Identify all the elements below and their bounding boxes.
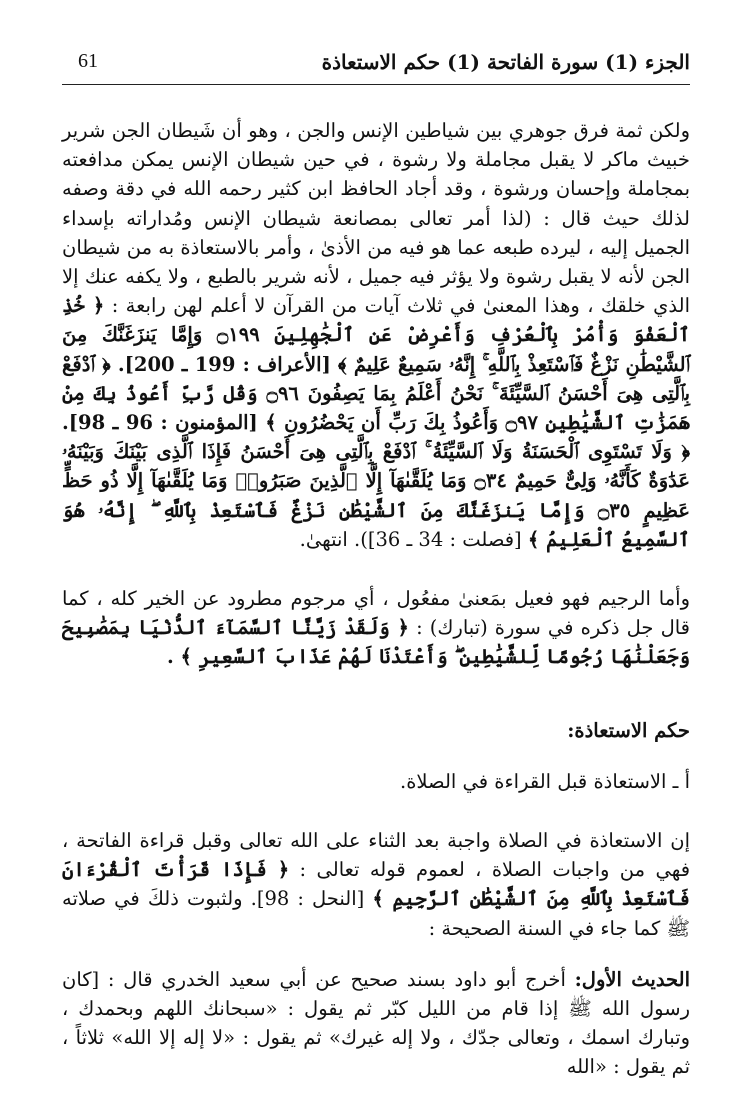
section-heading: حكم الاستعاذة: xyxy=(567,718,690,742)
paragraph-rajim-meaning xyxy=(62,584,690,672)
paragraph-text: ولكن ثمة فرق جوهري بين شياطين الإنس والجن ، وهو أن شَيطان الجن شرير خبيث ماكر لا يقبل مجاملة ولا رشوة ، في حين شيطان الإنس يمكن مدافعته بمجاملة وإحسان ورشوة ، وقد أجاد الحافظ ابن كثير رحمه الله في دقة وصفه لذلك حيث قال : (لذا أمر تعالى بمصانعة شيطان الإنس ومُداراته بإسداء الجميل إليه ، ليرده طبعه عما هو فيه من الأذىٰ ، وأمر بالاستعاذة به من شيطان الجن لأنه لا يقبل رشوة ولا يؤثر فيه جميل ، لأنه شرير بالطبع ، ولا يكفه عنك إلا الذي خلقك ، وهذا المعنىٰ في ثلاث آيات من القرآن لا أعلم لهن رابعة : xyxy=(62,119,690,318)
hadith-label: الحديث الأول: xyxy=(574,967,690,991)
page-number: 61 xyxy=(78,50,98,72)
paragraph-demons-difference xyxy=(62,116,690,554)
paragraph-first-hadith xyxy=(62,965,690,1082)
verse-citation: [النحل : 98]. ولثبوت ذلكَ في صلاته ﷺ كما جاء في السنة الصحيحة : xyxy=(62,887,690,940)
subsection-heading: أ ـ الاستعاذة قبل القراءة في الصلاة. xyxy=(400,769,690,793)
paragraph-text: وأما الرجيم فهو فعيل بمَعنىٰ مفعُول ، أي مرجوم مطرود عن الخير كله ، كما قال جل ذكره في سورة (تبارك) : xyxy=(62,587,690,640)
running-header-title: الجزء (1) سورة الفاتحة (1) حكم الاستعاذة xyxy=(321,50,690,74)
paragraph-text: إن الاستعاذة في الصلاة واجبة بعد الثناء على الله تعالى وقبل قراءة الفاتحة ، فهي من واجبات الصلاة ، لعموم قوله تعالى : xyxy=(62,829,691,882)
quran-verse-quote: ﴿ فَإِذَا قَرَأْتَ ٱلْقُرْءَانَ فَٱسْتَعِذْ بِٱللَّهِ مِنَ ٱلشَّيْطَٰنِ ٱلرَّجِيمِ ﴾ xyxy=(62,858,690,911)
quran-verse-quote: ﴿ وَلَقَدْ زَيَّنَّا ٱلسَّمَآءَ ٱلدُّنْيَا بِمَصَٰبِيحَ وَجَعَلْنَٰهَا رُجُومًا لِّلشَّيَٰطِينِ ۖ وَأَعْتَدْنَا لَهُمْ عَذَابَ ٱلسَّعِيرِ ﴾ . xyxy=(62,616,690,669)
running-header xyxy=(62,48,690,85)
page-body xyxy=(62,116,690,1082)
paragraph-isti-adha-ruling xyxy=(62,826,690,943)
verse-citation: [فصلت : 34 ـ 36]). انتهىٰ. xyxy=(299,527,522,551)
quran-verses-quote: ﴿ خُذِ ٱلْعَفْوَ وَأْمُرْ بِٱلْعُرْفِ وَأَعْرِضْ عَنِ ٱلْجَٰهِلِينَ ۝١٩٩ وَإِمَّا يَنزَغَنَّكَ مِنَ ٱلشَّيْطَٰنِ نَزْغٌ فَٱسْتَعِذْ بِٱللَّهِ ۚ إِنَّهُۥ سَمِيعٌ عَلِيمٌ ﴾ [الأعراف : 199 ـ 200]. ﴿ ٱدْفَعْ بِٱلَّتِى هِىَ أَحْسَنُ ٱلسَّيِّئَةَ ۚ نَحْنُ أَعْلَمُ بِمَا يَصِفُونَ ۝٩٦ وَقُل رَّبِّ أَعُوذُ بِكَ مِنْ هَمَزَٰتِ ٱلشَّيَٰطِينِ ۝٩٧ وَأَعُوذُ بِكَ رَبِّ أَن يَحْضُرُونِ ﴾ [المؤمنون : 96 ـ 98]. ﴿ وَلَا تَسْتَوِى ٱلْحَسَنَةُ وَلَا ٱلسَّيِّئَةُ ۚ ٱدْفَعْ بِٱلَّتِى هِىَ أَحْسَنُ فَإِذَا ٱلَّذِى بَيْنَكَ وَبَيْنَهُۥ عَدَٰوَةٌ كَأَنَّهُۥ وَلِىٌّ حَمِيمٌ ۝٣٤ وَمَا يُلَقَّىٰهَآ إِلَّا ٱلَّذِينَ صَبَرُوا۟ وَمَا يُلَقَّىٰهَآ إِلَّا ذُو حَظٍّ عَظِيمٍ ۝٣٥ وَإِمَّا يَنزَغَنَّكَ مِنَ ٱلشَّيْطَٰنِ نَزْغٌ فَٱسْتَعِذْ بِٱللَّهِ ۖ إِنَّهُۥ هُوَ ٱلسَّمِيعُ ٱلْعَلِيمُ ﴾ xyxy=(62,294,691,551)
paragraph-text: أخرج أبو داود بسند صحيح عن أبي سعيد الخدري قال : [كان رسول الله ﷺ إذا قام من الليل كبّر ثم يقول : «سبحانك اللهم وبحمدك ، وتبارك اسمك ، وتعالى جدّك ، ولا إله غيرك» ثم يقول : «لا إله إلا الله» ثلاثاً ، ثم يقول : «الله xyxy=(62,967,690,1079)
